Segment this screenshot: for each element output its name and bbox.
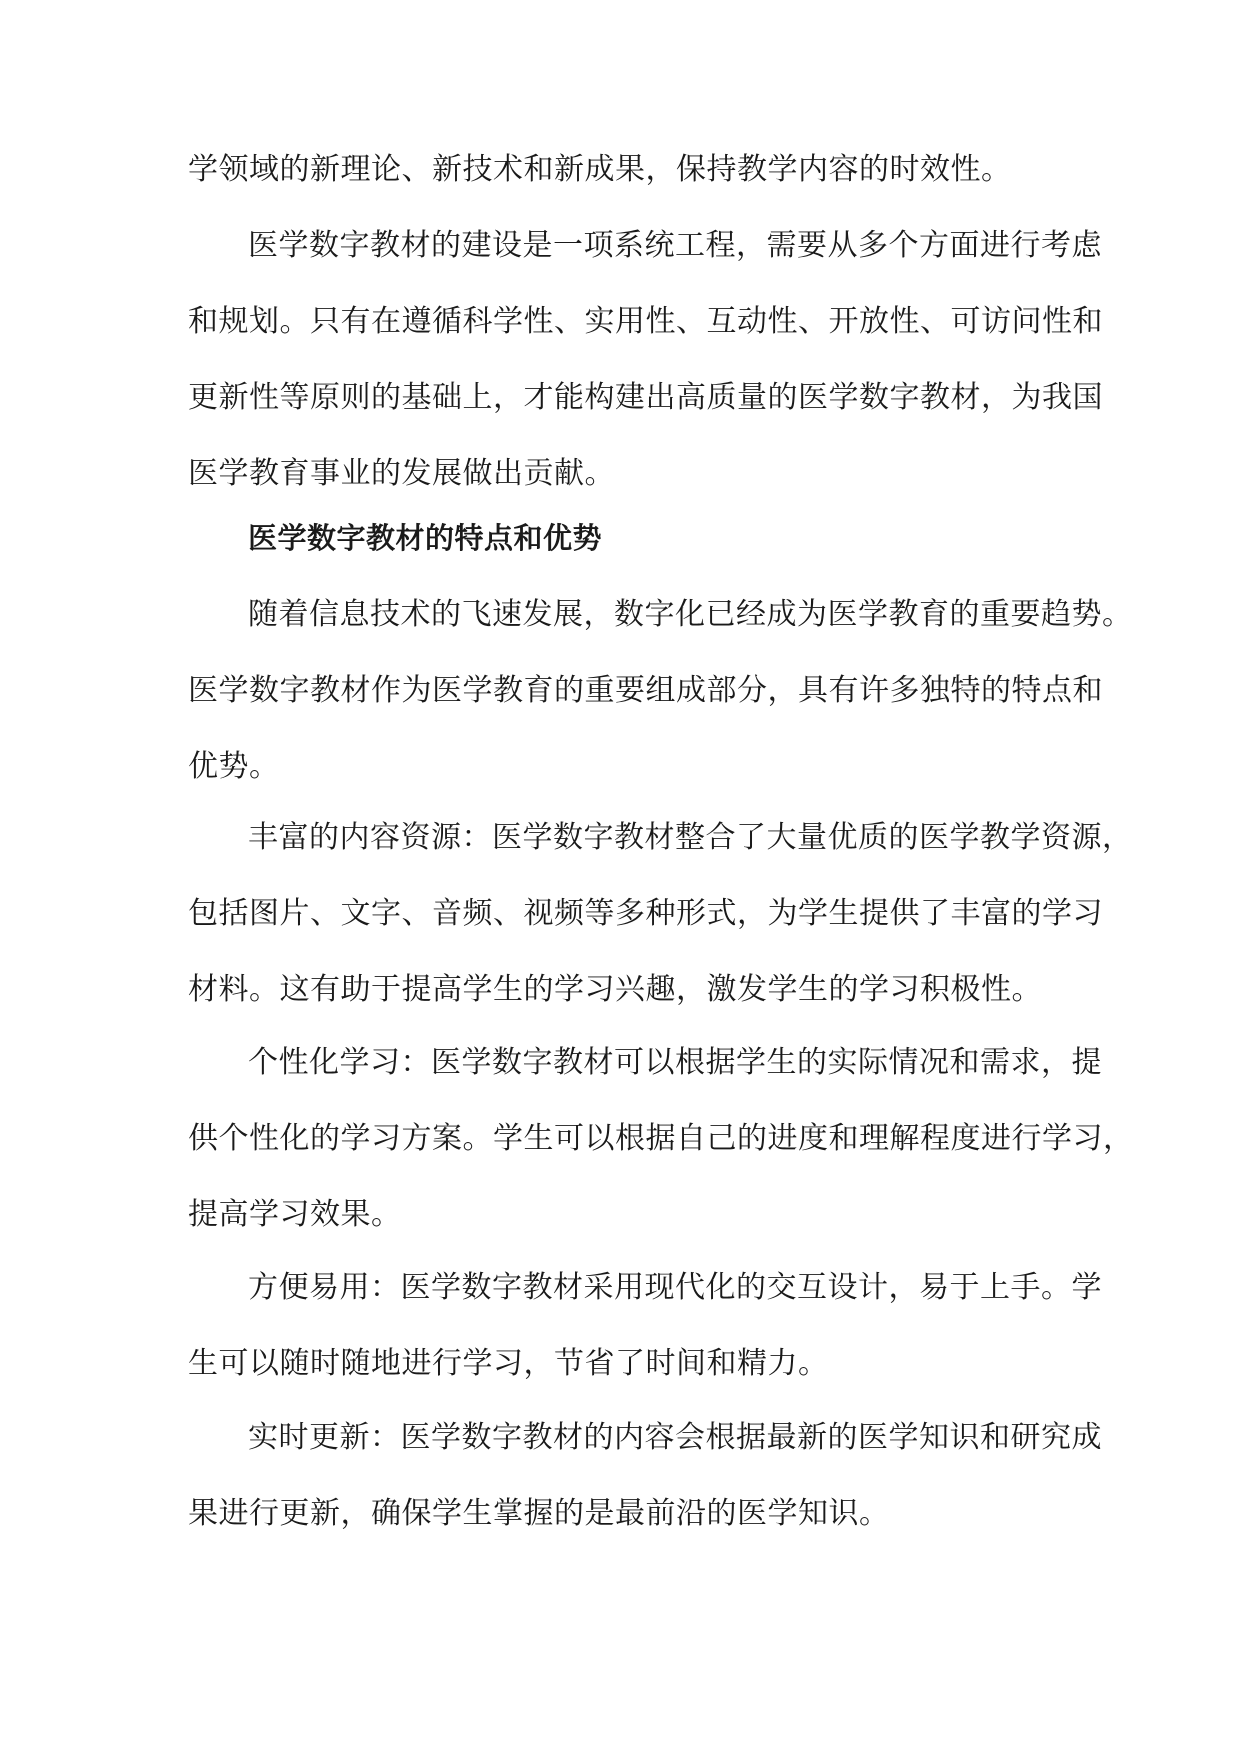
text-line: 果进行更新，确保学生掌握的是最前沿的医学知识。 xyxy=(188,1496,890,1531)
text-line: 学领域的新理论、新技术和新成果，保持教学内容的时效性。 xyxy=(188,152,1012,187)
text-line: 随着信息技术的飞速发展，数字化已经成为医学教育的重要趋势。 xyxy=(248,597,1133,632)
paragraph-rich-content xyxy=(188,800,1133,1028)
text-line: 提高学习效果。 xyxy=(188,1197,402,1232)
text-line: 方便易用：医学数字教材采用现代化的交互设计，易于上手。学 xyxy=(248,1270,1102,1305)
text-line: 医学数字教材作为医学教育的重要组成部分，具有许多独特的特点和 xyxy=(188,673,1103,708)
section-heading-block xyxy=(188,500,1056,576)
paragraph-continuation xyxy=(188,132,1056,208)
text-line: 和规划。只有在遵循科学性、实用性、互动性、开放性、可访问性和 xyxy=(188,304,1103,339)
text-line: 实时更新：医学数字教材的内容会根据最新的医学知识和研究成 xyxy=(248,1420,1102,1455)
section-heading: 医学数字教材的特点和优势 xyxy=(248,521,603,555)
text-line: 更新性等原则的基础上，才能构建出高质量的医学数字教材，为我国 xyxy=(188,380,1103,415)
paragraph-realtime-update xyxy=(188,1400,1102,1552)
text-line: 包括图片、文字、音频、视频等多种形式，为学生提供了丰富的学习 xyxy=(188,896,1103,931)
paragraph-ease-of-use xyxy=(188,1250,1102,1402)
text-line: 优势。 xyxy=(188,749,280,784)
text-line: 医学教育事业的发展做出贡献。 xyxy=(188,456,615,491)
text-line: 个性化学习：医学数字教材可以根据学生的实际情况和需求，提 xyxy=(248,1045,1102,1080)
text-line: 材料。这有助于提高学生的学习兴趣，激发学生的学习积极性。 xyxy=(188,972,1042,1007)
text-line: 丰富的内容资源：医学数字教材整合了大量优质的医学教学资源， xyxy=(248,820,1133,855)
paragraph-intro xyxy=(188,577,1133,805)
paragraph-construction-summary xyxy=(188,208,1103,512)
text-line: 生可以随时随地进行学习，节省了时间和精力。 xyxy=(188,1346,829,1381)
text-line: 供个性化的学习方案。学生可以根据自己的进度和理解程度进行学习， xyxy=(188,1121,1134,1156)
paragraph-personalized-learning xyxy=(188,1025,1134,1253)
text-line: 医学数字教材的建设是一项系统工程，需要从多个方面进行考虑 xyxy=(248,228,1102,263)
